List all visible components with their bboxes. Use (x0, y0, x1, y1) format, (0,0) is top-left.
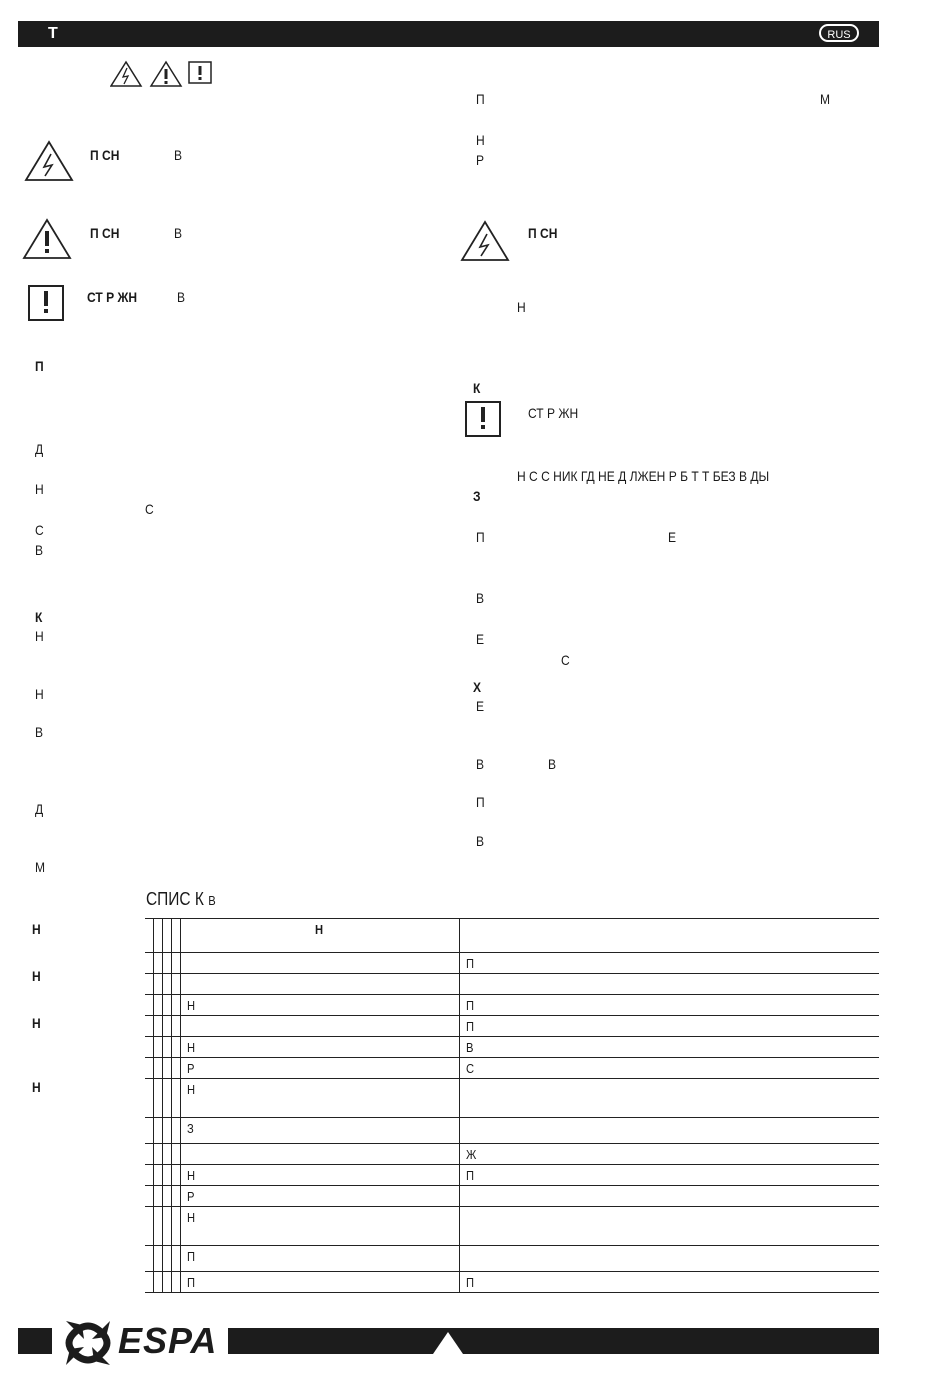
footer-bar-left (18, 1328, 52, 1354)
table-row: Ж (145, 1144, 879, 1165)
right-line-end: М (820, 91, 831, 107)
right-line-mid: Е (668, 529, 677, 545)
right-line: Н (517, 299, 526, 315)
caution-exclamation-icon (27, 284, 65, 322)
left-line: Д (35, 801, 44, 817)
warning-label-electric: П СН (90, 147, 120, 163)
table-row: П (145, 1246, 879, 1272)
left-line: М (35, 859, 46, 875)
right-line: С (561, 652, 570, 668)
left-line: В (35, 542, 44, 558)
table-row: Н (145, 1207, 879, 1246)
table-row (145, 974, 879, 995)
left-line: Д (35, 441, 44, 457)
left-note: Н (32, 1079, 41, 1095)
caution-exclamation-icon (464, 400, 502, 438)
table-row: З (145, 1118, 879, 1144)
table-row: П (145, 953, 879, 974)
table-row: Н (145, 1079, 879, 1118)
right-line: В (476, 756, 485, 772)
right-line: В (476, 833, 485, 849)
right-heading-k: К (473, 380, 481, 396)
right-line: Е (476, 631, 485, 647)
right-notice: Н С С НИК ГД НЕ Д ЛЖЕН Р Б Т Т БЕЗ В ДЫ (517, 468, 770, 484)
triangle-icon (432, 1330, 464, 1354)
electric-hazard-icon (460, 220, 510, 262)
warning-label-electric-right: П СН (528, 225, 558, 241)
left-line: Н (35, 628, 44, 644)
right-heading-z: З (473, 488, 481, 504)
right-line: В (476, 590, 485, 606)
right-line: Н (476, 132, 485, 148)
left-note: Н (32, 921, 41, 937)
parts-header-name: Н (315, 922, 324, 937)
right-line: П (476, 91, 485, 107)
parts-list-title: СПИС К В (146, 889, 216, 909)
right-line: П (476, 794, 485, 810)
warning-suffix-caution: В (177, 289, 186, 305)
left-line: В (35, 724, 44, 740)
espa-logo-icon (58, 1314, 118, 1372)
left-note: Н (32, 968, 41, 984)
table-row: Н П (145, 1165, 879, 1186)
table-row: П П (145, 1272, 879, 1293)
left-line: С (35, 522, 44, 538)
warning-suffix-general: В (174, 225, 183, 241)
footer-bar-right (228, 1328, 879, 1354)
right-heading-x: Х (473, 679, 482, 695)
left-heading-p: П (35, 358, 44, 374)
general-warning-icon (22, 218, 72, 260)
safety-symbols-icon (110, 60, 220, 88)
table-row: Н В (145, 1037, 879, 1058)
right-line: Е (476, 698, 485, 714)
left-heading-k: К (35, 609, 43, 625)
table-row: П (145, 1016, 879, 1037)
left-line: Н (35, 686, 44, 702)
table-row: Н П (145, 995, 879, 1016)
warning-suffix-electric: В (174, 147, 183, 163)
warning-label-caution: СТ Р ЖН (87, 289, 138, 305)
header-title: Т (48, 25, 58, 42)
table-row: Р С (145, 1058, 879, 1079)
warning-label-caution-right: СТ Р ЖН (528, 405, 579, 421)
language-badge: RUS (819, 24, 859, 42)
left-line: Н (35, 481, 44, 497)
left-line: С (145, 501, 154, 517)
right-line-mid: В (548, 756, 557, 772)
right-line: П (476, 529, 485, 545)
right-line: Р (476, 152, 485, 168)
parts-table (145, 918, 879, 1293)
table-row: Р (145, 1186, 879, 1207)
electric-hazard-icon (24, 140, 74, 182)
header-bar (18, 21, 879, 47)
warning-label-general: П СН (90, 225, 120, 241)
left-note: Н (32, 1015, 41, 1031)
brand-name: ESPA (118, 1320, 218, 1361)
